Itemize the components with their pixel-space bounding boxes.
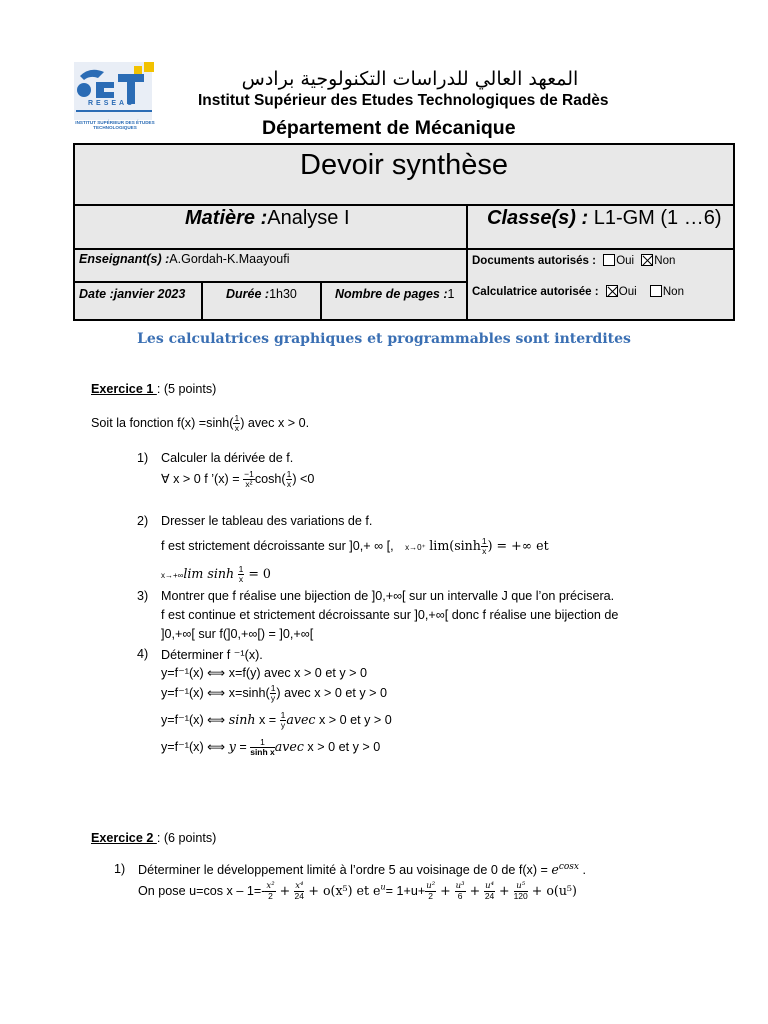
iset-logo — [66, 60, 158, 136]
q2-answer-start: f est strictement décroissante sur ]0,+ ∞ [, — [161, 538, 394, 553]
subject-value: Analyse I — [267, 207, 350, 229]
teacher-label: Enseignant(s) : — [79, 252, 170, 266]
ex2-q1-hint: On pose u=cos x – 1=- $\frac{\text{x²}}{2}$ + $\frac{\text{x⁴}}{24}$ + o(x⁵) et $e^u= 1+u+$ $\frac{\text{u²}}{2}$ + $\frac{\text{u³}}{6}$ + $\frac{\text{u⁴}}{24}$ + $\frac{\text{u⁵}}{120}$ + o(u⁵) — [138, 881, 577, 901]
exp-symbol: e — [551, 862, 559, 878]
documents-oui-checkbox[interactable] — [603, 254, 615, 266]
q4-step-4-start: y=f⁻¹(x) ⟺ — [161, 739, 229, 754]
subject-field — [185, 207, 350, 230]
calculator-oui-checkbox[interactable] — [606, 285, 618, 297]
documents-allowed-field — [472, 254, 675, 267]
intro-text-end: ) avec x > 0. — [240, 415, 310, 430]
logo-subtext: RESEAU — [88, 100, 136, 107]
duration-value: 1h30 — [269, 287, 297, 301]
limit2-result: = 0 — [244, 565, 271, 581]
q4-step-3-start: y=f⁻¹(x) ⟺ — [161, 712, 229, 727]
limit2-subscript: x→+∞ — [161, 570, 184, 580]
q1-number: 1) — [137, 451, 149, 465]
q1-answer-start: ∀ x > 0 f ’(x) = — [161, 471, 244, 486]
hint-exp-start: = 1+u+ — [385, 883, 426, 898]
fraction-u5-over-120 — [514, 882, 528, 901]
fraction-u2-over-2 — [425, 882, 436, 901]
numerator: 1 — [234, 413, 240, 423]
exercise-1-heading — [91, 382, 216, 396]
denominator: 2 — [268, 891, 273, 901]
denominator: x² — [245, 479, 253, 489]
q1-text: Calculer la dérivée de f. — [161, 451, 294, 465]
calculator-notice: Les calculatrices graphiques et programmables sont interdites — [137, 331, 631, 347]
pages-value: 1 — [447, 287, 455, 301]
documents-non-label: Non — [654, 255, 676, 267]
q4-step-2-start: y=f⁻¹(x) ⟺ x=sinh( — [161, 685, 270, 700]
q2-number: 2) — [137, 514, 149, 528]
numerator: 1 — [250, 738, 275, 748]
numerator: x⁴ — [295, 881, 304, 891]
q1-answer — [161, 470, 314, 489]
limit-subscript: x→0⁺ — [405, 542, 426, 552]
q4-step-4 — [161, 738, 380, 757]
fraction-u3-over-6 — [455, 882, 466, 901]
numerator: 1 — [238, 564, 244, 574]
q2-answer-line1 — [161, 537, 549, 556]
denominator: x — [482, 546, 487, 556]
pages-label: Nombre de pages : — [335, 287, 448, 301]
denominator: 2 — [428, 891, 434, 901]
calculator-label: Calculatrice autorisée : — [472, 286, 599, 298]
denominator: y — [270, 693, 276, 703]
fraction-x2-over-2 — [265, 882, 275, 901]
duration-label: Durée : — [226, 287, 270, 301]
numerator: u³ — [455, 881, 465, 891]
exercise-2-points: : (6 points) — [156, 831, 217, 845]
exercise-1-intro — [91, 414, 309, 433]
numerator: 1 — [481, 536, 487, 546]
avec-word: avec — [286, 711, 316, 727]
denominator: y — [280, 720, 286, 730]
pages-field — [335, 287, 454, 301]
subject-label: Matière : — [185, 207, 268, 229]
q3-number: 3) — [137, 589, 149, 603]
q4-step-2 — [161, 684, 387, 703]
documents-oui-label: Oui — [616, 255, 635, 267]
denominator: x — [234, 423, 239, 433]
limit2-expression: lim sinh — [183, 565, 235, 581]
sinh-symbol: sinh — [228, 711, 256, 727]
institute-name: Institut Supérieur des Etudes Technologiques de Radès — [198, 92, 609, 109]
numerator: 1 — [286, 469, 292, 479]
limit-expression: lim(sinh — [429, 537, 481, 553]
numerator: −1 — [244, 469, 254, 479]
calculator-non-checkbox[interactable] — [650, 285, 662, 297]
q4-step-4-end: x > 0 et y > 0 — [303, 739, 381, 754]
fraction-u4-over-24 — [484, 882, 495, 901]
date-label: Date : — [79, 287, 114, 301]
denominator: x — [286, 479, 292, 489]
fraction-minus1-over-x2 — [243, 470, 255, 489]
class-value: L1-GM (1 …6) — [588, 207, 722, 229]
ex2-q1-start: Déterminer le développement limité à l’ordre 5 au voisinage de 0 de f(x) = — [138, 863, 552, 878]
department-name: Département de Mécanique — [262, 117, 516, 139]
q4-step-1: y=f⁻¹(x) ⟺ x=f(y) avec x > 0 et y > 0 — [161, 666, 367, 680]
fraction-1-over-x — [481, 537, 488, 556]
q3-answer-line2: ]0,+∞[ sur f(]0,+∞[) = ]0,+∞[ — [161, 627, 314, 641]
exam-title: Devoir synthèse — [300, 149, 508, 181]
numerator: u⁵ — [514, 882, 528, 892]
q3-answer-line1: f est continue et strictement décroissante sur ]0,+∞[ donc f réalise une bijection de — [161, 608, 619, 622]
denominator: 24 — [294, 891, 305, 901]
ex2-q1-text — [138, 862, 586, 877]
q3-text: Montrer que f réalise une bijection de ]0,+∞[ sur un intervalle J que l’on précisera. — [161, 589, 615, 603]
q4-text: Déterminer f ⁻¹(x). — [161, 648, 263, 662]
exercise-1-title: Exercice 1 — [91, 382, 157, 396]
teacher-value: A.Gordah-K.Maayoufi — [169, 252, 290, 266]
q4-step-2-end: ) avec x > 0 et y > 0 — [276, 685, 388, 700]
denominator: 120 — [513, 891, 528, 901]
plus-sign: + — [275, 882, 295, 898]
q1-answer-end: ) <0 — [292, 471, 315, 486]
limit-result: ) = +∞ et — [487, 537, 549, 553]
fraction-1-over-sinh-x — [250, 738, 275, 757]
intro-text: Soit la fonction f(x) =sinh( — [91, 415, 234, 430]
numerator: 1 — [270, 683, 276, 693]
q4-step-3-end: x > 0 et y > 0 — [315, 712, 392, 727]
documents-non-checkbox[interactable] — [641, 254, 653, 266]
exam-info-table — [73, 143, 735, 321]
logo-caption: INSTITUT SUPÉRIEUR DES ÉTUDES TECHNOLOGIQUES — [75, 120, 155, 130]
numerator: 1 — [280, 710, 286, 720]
date-field — [79, 287, 185, 301]
documents-label: Documents autorisés : — [472, 255, 596, 267]
q4-step-4-eq: = — [235, 739, 251, 754]
q4-step-3 — [161, 711, 392, 730]
teacher-field — [79, 252, 290, 266]
y-symbol: y — [228, 738, 236, 754]
ex2-q1-end: . — [578, 863, 586, 878]
exercise-1-points: : (5 points) — [156, 382, 217, 396]
denominator: 24 — [484, 891, 495, 901]
exp-power: cosx — [558, 862, 579, 872]
q4-step-3-eq: x = — [255, 712, 280, 727]
calculator-non-label: Non — [662, 286, 684, 298]
q2-answer-line2 — [161, 565, 271, 584]
class-field — [487, 207, 722, 230]
numerator: x² — [266, 881, 275, 891]
denominator: sinh x — [250, 747, 275, 757]
hint-end: + o(u⁵) — [527, 882, 577, 898]
exercise-2-heading — [91, 831, 216, 845]
calculator-oui-label: Oui — [618, 286, 637, 298]
calculator-allowed-field — [472, 285, 684, 298]
hint-start: On pose u=cos x – 1=- — [138, 883, 266, 898]
numerator: u⁴ — [485, 881, 495, 891]
q4-number: 4) — [137, 647, 149, 661]
date-value: janvier 2023 — [113, 287, 186, 301]
class-label: Classe(s) : — [487, 207, 589, 229]
fraction-x4-over-24 — [294, 882, 304, 901]
avec-word: avec — [274, 738, 304, 754]
numerator: u² — [426, 881, 436, 891]
ex2-q1-number: 1) — [114, 862, 126, 876]
duration-field — [226, 287, 297, 301]
exp-u-power: u — [380, 882, 386, 892]
q1-answer-cosh: cosh( — [254, 471, 286, 486]
denominator: 6 — [457, 891, 463, 901]
denominator: x — [238, 574, 244, 584]
q2-text: Dresser le tableau des variations de f. — [161, 514, 373, 528]
exercise-2-title: Exercice 2 — [91, 831, 157, 845]
hint-middle: + o(x⁵) et e — [304, 882, 381, 898]
institute-arabic-name: المعهد العالي للدراسات التكنولوجية برادس — [241, 68, 579, 90]
